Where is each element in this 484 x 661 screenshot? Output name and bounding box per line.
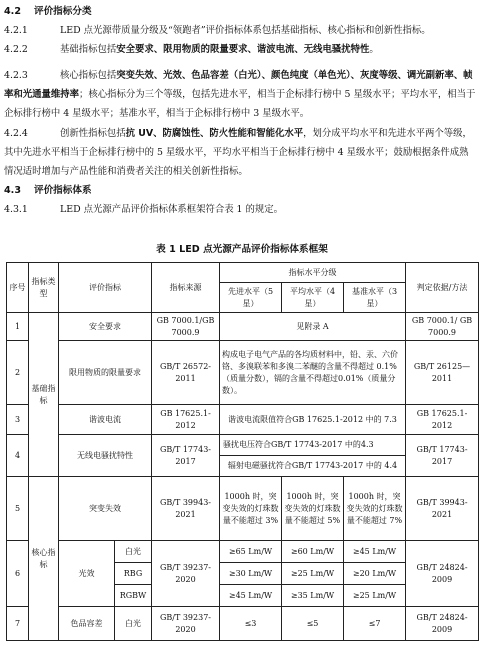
section-title: 评价指标体系 [34,185,92,196]
cell-advanced: ≥45 Lm/W [220,585,282,607]
cell-advanced: ≤3 [220,607,282,641]
cell-indicator: 色品容差 [59,607,115,641]
cell-seq: 3 [7,405,29,435]
cell-baseline: ≤7 [344,607,406,641]
cell-source: GB/T 39237-2020 [152,541,220,607]
cell-indicator: 安全要求 [59,313,152,341]
cell-seq: 1 [7,313,29,341]
section-number: 4.2 [4,6,21,17]
cell-baseline: ≥45 Lm/W [344,541,406,563]
header-advanced: 先进水平（5 星） [220,283,282,313]
cell-baseline: ≥20 Lm/W [344,563,406,585]
header-basis: 判定依据/方法 [406,263,479,313]
clause-text: 创新性指标包括 [60,128,126,139]
cell-baseline: ≥25 Lm/W [344,585,406,607]
section-heading [4,182,92,196]
cell-advanced: 1000h 时，突变失效的灯珠数量不能超过 3% [220,477,282,541]
cell-indicator: 突变失效 [59,477,152,541]
cell-sub-indicator: RGBW [115,585,152,607]
table-row [7,477,479,541]
cell-value-split [220,435,406,477]
paragraph-4-2-4 [4,124,476,181]
table-caption: 表 1 LED 点光源产品评价指标体系框架 [156,244,328,255]
cell-sub-indicator: 白光 [115,541,152,563]
clause-text: ；核心指标分为三个等级，包括先进水平，相当于企标排行榜中 5 星级水平；平均水平，相当于企标排行榜中 4 星级水平；基准水平，相当于企标排行榜中 3 星级水平。 [4,89,476,119]
cell-advanced: ≥30 Lm/W [220,563,282,585]
cell-value: 辐射电磁骚扰符合GB/T 17743-2017 中的 4.4 [227,461,398,470]
header-seq: 序号 [7,263,29,313]
cell-basis: GB/T 39943-2021 [406,477,479,541]
paragraph-4-3-1 [4,200,476,219]
cell-value: 谐波电流限值符合GB 17625.1-2012 中的 7.3 [220,405,406,435]
cell-seq: 7 [7,607,29,641]
clause-number: 4.3.1 [4,204,28,215]
clause-number: 4.2.4 [4,128,28,139]
paragraph-4-2-1 [4,21,476,40]
table-row [7,341,479,405]
cell-sub-indicator: 白光 [115,607,152,641]
cell-value: 见附录 A [220,313,406,341]
clause-number: 4.2.1 [4,25,28,36]
clause-bold-text: 抗 UV、防腐蚀性、防火性能和智能化水平 [125,128,304,139]
header-baseline: 基准水平（3 星） [344,283,406,313]
section-title: 评价指标分类 [34,6,92,17]
cell-sub-indicator: RBG [115,563,152,585]
cell-average: ≥25 Lm/W [282,563,344,585]
table-row [7,313,479,341]
cell-source: GB/T 39237-2020 [152,607,220,641]
cell-basis: GB 7000.1/ GB 7000.9 [406,313,479,341]
paragraph-4-2-2 [4,40,476,59]
cell-average: ≥35 Lm/W [282,585,344,607]
cell-basis: GB/T 26125—2011 [406,341,479,405]
clause-text: 基础指标包括 [60,44,117,55]
cell-baseline: 1000h 时，突变失效的灯珠数量不能超过 7% [344,477,406,541]
header-type: 指标类型 [29,263,59,313]
cell-seq: 2 [7,341,29,405]
cell-basis: GB/T 17743-2017 [406,435,479,477]
cell-seq: 6 [7,541,29,607]
clause-number: 4.2.3 [4,70,28,81]
header-source: 指标来源 [152,263,220,313]
cell-basis: GB 17625.1-2012 [406,405,479,435]
clause-text: LED 点光源产品评价指标体系框架符合表 1 的规定。 [60,204,283,215]
clause-text: 。 [369,44,379,55]
cell-basis: GB/T 24824-2009 [406,541,479,607]
table-row [7,405,479,435]
clause-text: LED 点光源带质量分级及“领跑者”评价指标体系包括基础指标、核心指标和创新性指标。 [60,25,431,36]
cell-value: 构成电子电气产品的各均质材料中，铅、汞、六价铬、多溴联苯和多溴二苯醚的含量不得超过 0.1%（质量分数），镉的含量不得超过0.01%（质量分数）。 [220,341,406,405]
clause-number: 4.2.2 [4,44,28,55]
section-heading [4,3,92,17]
cell-indicator: 光效 [59,541,115,607]
section-number: 4.3 [4,185,21,196]
cell-seq: 5 [7,477,29,541]
cell-advanced: ≥65 Lm/W [220,541,282,563]
table-row [7,541,479,563]
header-level-group: 指标水平分级 [220,263,406,283]
cell-source: GB 7000.1/GB 7000.9 [152,313,220,341]
indicator-table [6,262,479,641]
cell-source: GB/T 17743-2017 [152,435,220,477]
cell-seq: 4 [7,435,29,477]
header-indicator: 评价指标 [59,263,152,313]
cell-average: ≤5 [282,607,344,641]
cell-basis: GB/T 24824-2009 [406,607,479,641]
clause-bold-text: 突变失效、光效、色品容差（白光）、颜色纯度（单色光）、灰度等级、调光副新率、帧率和光通量维持率 [4,70,473,100]
cell-source: GB/T 26572-2011 [152,341,220,405]
cell-source: GB/T 39943-2021 [152,477,220,541]
clause-bold-text: 安全要求、限用物质的限量要求、谐波电流、无线电骚扰特性 [116,44,370,55]
cell-type-core: 核心指标 [29,477,59,641]
clause-text: 核心指标包括 [60,70,117,81]
table-row [7,435,479,477]
paragraph-4-2-3 [4,66,476,123]
clause-text: ，划分成平均水平和先进水平两个等级，其中先进水平相当于企标排行榜中的 5 星级水平，平均水平相当于企标排行榜中 4 星级水平；鼓励根据条件成熟情况适时增加与产品性能和消费者关注的相关创新性指标。 [4,128,472,177]
cell-source: GB 17625.1-2012 [152,405,220,435]
cell-indicator: 无线电骚扰特性 [59,435,152,477]
header-average: 平均水平（4 星） [282,283,344,313]
cell-average: 1000h 时，突变失效的灯珠数量不能超过 5% [282,477,344,541]
table-header-row [7,263,479,283]
cell-type-basic: 基础指标 [29,313,59,477]
cell-indicator: 谐波电流 [59,405,152,435]
table-row [7,607,479,641]
cell-indicator: 限用物质的限量要求 [59,341,152,405]
cell-value: 骚扰电压符合GB/T 17743-2017 中的4.3 [220,435,405,456]
cell-average: ≥60 Lm/W [282,541,344,563]
